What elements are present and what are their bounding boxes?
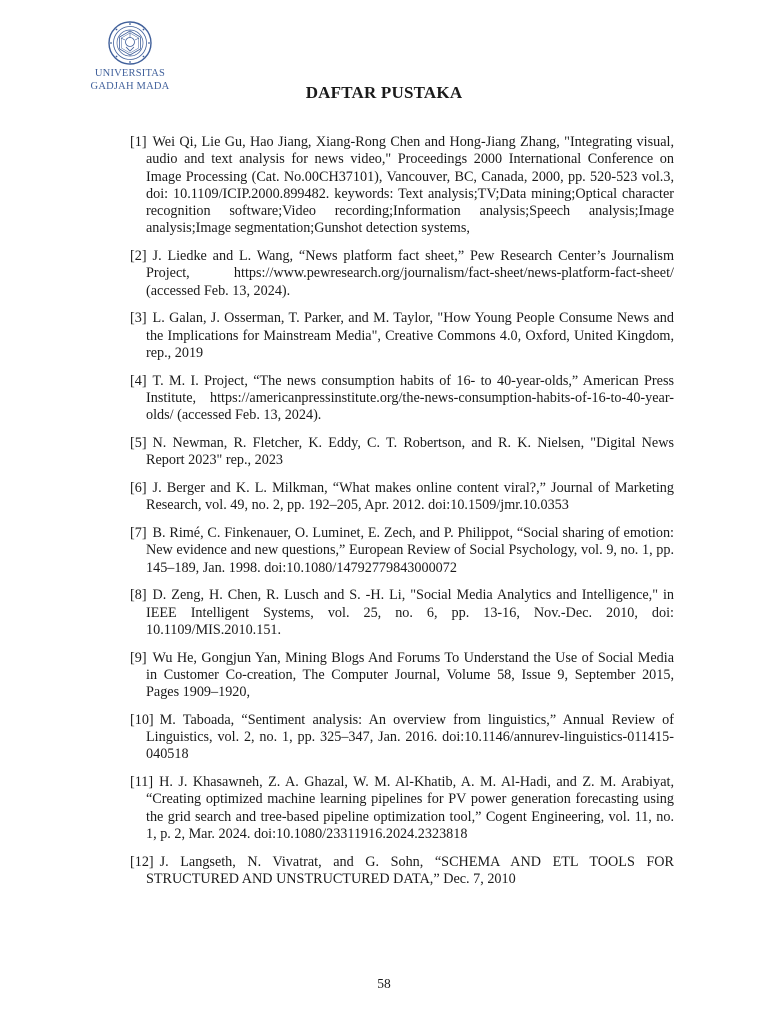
reference-number: [1] bbox=[130, 134, 147, 150]
reference-number: [5] bbox=[130, 435, 147, 452]
reference-item bbox=[130, 435, 674, 470]
reference-number: [7] bbox=[130, 524, 147, 541]
reference-list bbox=[130, 134, 674, 899]
reference-number: [4] bbox=[130, 372, 147, 389]
reference-number: [12] bbox=[130, 853, 154, 870]
reference-item bbox=[130, 650, 674, 702]
page-title: DAFTAR PUSTAKA bbox=[305, 83, 463, 102]
logo-line-1: UNIVERSITAS bbox=[94, 68, 166, 79]
reference-item bbox=[130, 373, 674, 425]
logo-line-2: GADJAH MADA bbox=[90, 81, 170, 92]
reference-item bbox=[130, 525, 674, 577]
page-number: 58 bbox=[377, 976, 391, 991]
reference-item bbox=[130, 712, 674, 764]
reference-text: J. Liedke and L. Wang, “News platform fact sheet,” Pew Research Center’s Journalism Project, https://www.pewresearch.org/journalism/fact-sheet/news-platform-fact-sheet/ (accessed Feb. 13, 2024). bbox=[146, 248, 674, 299]
reference-item bbox=[130, 774, 674, 843]
reference-number: [2] bbox=[130, 248, 147, 265]
reference-text: J. Langseth, N. Vivatrat, and G. Sohn, “SCHEMA AND ETL TOOLS FOR STRUCTURED AND UNSTRUCTURED DATA,” Dec. 7, 2010 bbox=[146, 853, 674, 887]
reference-number: [8] bbox=[130, 587, 147, 604]
reference-text: L. Galan, J. Osserman, T. Parker, and M. Taylor, "How Young People Consume News and the Implications for Mainstream Media", Creative Commons 4.0, Oxford, United Kingdom, rep., 2019 bbox=[146, 310, 674, 362]
reference-text: B. Rimé, C. Finkenauer, O. Luminet, E. Zech, and P. Philippot, “Social sharing of emotion: New evidence and new questions,” European Review of Social Psychology, vol. 9, no. 1, pp. 145–189, Jan. 1998. doi:10.1080/14792779843000072 bbox=[146, 524, 674, 576]
reference-text: M. Taboada, “Sentiment analysis: An overview from linguistics,” Annual Review of Linguistics, vol. 2, no. 1, pp. 325–347, Jan. 2016. doi:10.1146/annurev-linguistics-011415-040518 bbox=[146, 711, 674, 763]
reference-text: J. Berger and K. L. Milkman, “What makes online content viral?,” Journal of Marketing Research, vol. 49, no. 2, pp. 192–205, Apr. 2012. doi:10.1509/jmr.10.0353 bbox=[146, 480, 674, 514]
reference-item bbox=[130, 310, 674, 362]
reference-text: Wu He, Gongjun Yan, Mining Blogs And Forums To Understand the Use of Social Media in Customer Co-creation, The Computer Journal, Volume 58, Issue 9, September 2015, Pages 1909–1920, bbox=[146, 649, 674, 701]
reference-item bbox=[130, 854, 674, 889]
university-logo bbox=[88, 20, 172, 92]
reference-text: Wei Qi, Lie Gu, Hao Jiang, Xiang-Rong Chen and Hong-Jiang Zhang, "Integrating visual, audio and text analysis for news video," Proceedings 2000 International Conference on Image Processing (Cat. No.00CH37101), Vancouver, BC, Canada, 2000, pp. 520-523 vol.3, doi: 10.1109/ICIP.2000.899482. keywords: Text analysis;TV;Data mining;Optical character recognition software;Video recording;Information analysis;Speech analysis;Image analysis;Image segmentation;Gunshot detection systems, bbox=[146, 134, 674, 237]
reference-text: D. Zeng, H. Chen, R. Lusch and S. -H. Li, "Social Media Analytics and Intelligence," in IEEE Intelligent Systems, vol. 25, no. 6, pp. 13-16, Nov.-Dec. 2010, doi: 10.1109/MIS.2010.151. bbox=[146, 587, 674, 638]
university-seal-icon bbox=[107, 20, 153, 66]
reference-number: [11] bbox=[130, 774, 154, 791]
reference-item bbox=[130, 587, 674, 639]
reference-number: [9] bbox=[130, 649, 147, 666]
reference-text: H. J. Khasawneh, Z. A. Ghazal, W. M. Al-Khatib, A. M. Al-Hadi, and Z. M. Arabiyat, “Creating optimized machine learning pipelines for PV power generation forecasting using the grid search and tree-based pipeline optimization tool,” Cogent Engineering, vol. 11, no. 1, p. 2, Mar. 2024. doi:10.1080/23311916.2024.2323818 bbox=[146, 774, 674, 842]
reference-number: [10] bbox=[130, 711, 154, 728]
reference-number: [3] bbox=[130, 310, 147, 327]
reference-item bbox=[130, 480, 674, 515]
reference-number: [6] bbox=[130, 480, 147, 496]
reference-text: T. M. I. Project, “The news consumption habits of 16- to 40-year-olds,” American Press Institute, https://americanpressinstitute.org/the-news-consumption-habits-of-16-to-40-year-olds/ (accessed Feb. 13, 2024). bbox=[146, 372, 674, 424]
reference-item bbox=[130, 134, 674, 238]
reference-item bbox=[130, 248, 674, 300]
reference-text: N. Newman, R. Fletcher, K. Eddy, C. T. Robertson, and R. K. Nielsen, "Digital News Report 2023" rep., 2023 bbox=[146, 435, 674, 469]
